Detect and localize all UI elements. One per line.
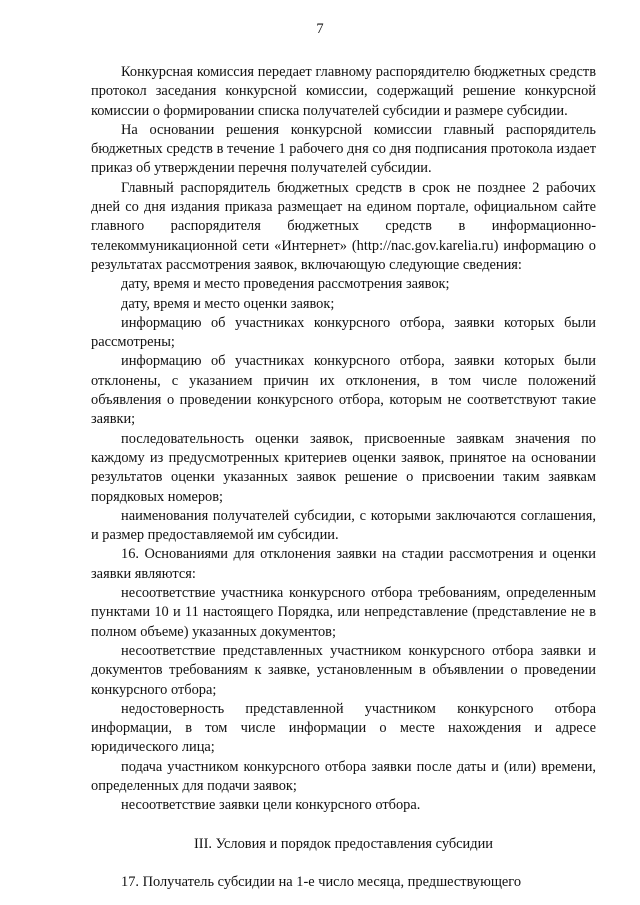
list-item: наименования получателей субсидии, с которыми заключаются соглашения, и размер предоставляемой им субсидии. [91, 507, 596, 544]
list-item: недостоверность представленной участником конкурсного отбора информации, в том числе информации о месте нахождения и адресе юридического лица; [91, 700, 596, 756]
list-item: информацию об участниках конкурсного отбора, заявки которых были отклонены, с указанием причин их отклонения, в том числе положений объявления о проведении конкурсного отбора, которым не соответствуют такие заявки; [91, 353, 596, 428]
paragraph: 17. Получатель субсидии на 1-е число месяца, предшествующего [121, 873, 522, 890]
list-item: последовательность оценки заявок, присвоенные заявкам значения по каждому из предусмотренных критериев оценки заявок, принятое на основании результатов оценки указанных заявок решение о присвоении таким заявкам порядковых номеров; [91, 430, 596, 505]
list-item: дату, время и место оценки заявок; [121, 295, 335, 312]
paragraph: Конкурсная комиссия передает главному распорядителю бюджетных средств протокол заседания конкурсной комиссии, содержащий решение конкурсной комиссии о формировании списка получателей субсидии и размере субсидии. [91, 64, 596, 119]
list-item: несоответствие представленных участником конкурсного отбора заявки и документов требованиям к заявке, установленным в объявлении о проведении конкурсного отбора; [91, 642, 596, 698]
list-item: информацию об участниках конкурсного отбора, заявки которых были рассмотрены; [91, 314, 596, 351]
paragraph: Главный распорядитель бюджетных средств в срок не позднее 2 рабочих дней со дня издания приказа размещает на едином портале, официальном сайте главного распорядителя бюджетных средств в информационно-телекоммуникационной сети «Интернет» (http://nac.gov.karelia.ru) информацию о результатах рассмотрения заявок, включающую следующие сведения: [91, 179, 596, 273]
list-item: несоответствие заявки цели конкурсного отбора. [121, 797, 421, 814]
list-item: дату, время и место проведения рассмотрения заявок; [121, 276, 450, 293]
paragraph: На основании решения конкурсной комиссии главный распорядитель бюджетных средств в течение 1 рабочего дня со дня подписания протокола издает приказ об утверждении перечня получателей субсидии. [91, 121, 596, 177]
page-number: 7 [316, 21, 324, 37]
list-item: несоответствие участника конкурсного отбора требованиям, определенным пунктами 10 и 11 настоящего Порядка, или непредставление (представление не в полном объеме) указанных документов; [91, 585, 596, 640]
list-item: подача участником конкурсного отбора заявки после даты и (или) времени, определенных для подачи заявок; [91, 758, 596, 794]
document-body [91, 63, 596, 892]
paragraph: 16. Основаниями для отклонения заявки на стадии рассмотрения и оценки заявки являются: [91, 546, 596, 582]
section-heading: III. Условия и порядок предоставления субсидии [194, 835, 493, 852]
